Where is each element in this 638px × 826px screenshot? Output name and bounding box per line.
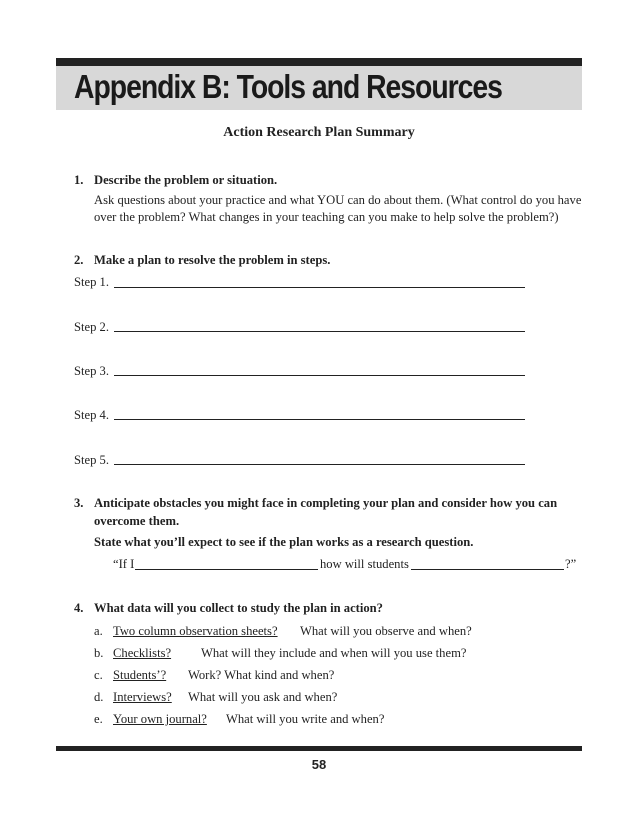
data-tool-student-work: Students’?: [113, 668, 167, 682]
section-2-heading: Make a plan to resolve the problem in steps.: [94, 253, 331, 267]
step-3-label: Step 3.: [74, 364, 109, 378]
data-tool-question: What will you write and when?: [226, 712, 385, 726]
data-tool-observation-sheets: Two column observation sheets?: [113, 624, 278, 638]
section-2-number: 2.: [74, 253, 84, 267]
header-rule: [56, 58, 582, 66]
research-question-action-blank[interactable]: [135, 569, 318, 570]
research-question-suffix: ?”: [565, 557, 577, 571]
step-2-blank[interactable]: [114, 331, 525, 332]
data-tool-question: Work? What kind and when?: [188, 668, 335, 682]
section-3-subheading: State what you’ll expect to see if the plan works as a research question.: [94, 535, 474, 549]
page-number: 58: [311, 757, 327, 772]
research-question-middle: how will students: [320, 557, 409, 571]
data-tool-checklists: Checklists?: [113, 646, 172, 660]
section-1-heading: Describe the problem or situation.: [94, 173, 278, 187]
step-5-label: Step 5.: [74, 453, 109, 467]
section-3-heading-line-1: Anticipate obstacles you might face in completing your plan and consider how you can: [94, 496, 558, 510]
list-item-letter: c.: [94, 668, 103, 682]
footer-rule: [56, 746, 582, 751]
data-tool-question: What will you observe and when?: [300, 624, 472, 638]
research-question-prefix: “If I: [113, 557, 135, 571]
research-question-outcome-blank[interactable]: [411, 569, 564, 570]
step-2-label: Step 2.: [74, 320, 109, 334]
section-1-number: 1.: [74, 173, 84, 187]
section-3-heading-line-2: overcome them.: [94, 514, 180, 528]
data-tool-question: What will they include and when will you use them?: [201, 646, 467, 660]
data-tool-journal: Your own journal?: [113, 712, 207, 726]
step-5-blank[interactable]: [114, 464, 525, 465]
list-item-letter: d.: [94, 690, 104, 704]
section-1-body-line-1: Ask questions about your practice and what YOU can do about them. (What control do you have: [94, 193, 582, 207]
document-subtitle: Action Research Plan Summary: [223, 125, 415, 140]
step-3-blank[interactable]: [114, 375, 525, 376]
step-1-label: Step 1.: [74, 275, 109, 289]
section-3-number: 3.: [74, 496, 84, 510]
data-tool-question: What will you ask and when?: [188, 690, 338, 704]
step-4-blank[interactable]: [114, 419, 525, 420]
list-item-letter: e.: [94, 712, 103, 726]
data-tool-interviews: Interviews?: [113, 690, 172, 704]
list-item-letter: a.: [94, 624, 103, 638]
list-item-letter: b.: [94, 646, 104, 660]
step-4-label: Step 4.: [74, 408, 109, 422]
section-4-number: 4.: [74, 601, 84, 615]
section-4-heading: What data will you collect to study the plan in action?: [94, 601, 383, 615]
page-title: Appendix B: Tools and Resources: [74, 68, 502, 105]
section-1-body-line-2: over the problem? What changes in your teaching can you make to help solve the problem?): [94, 210, 559, 224]
step-1-blank[interactable]: [114, 287, 525, 288]
